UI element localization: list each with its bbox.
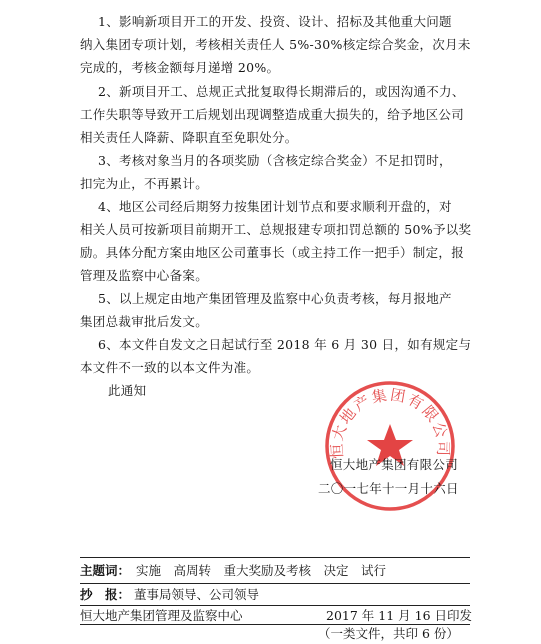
paragraph-1-line-2: 纳入集团专项计划，考核相关责任人 5%-30%核定综合奖金，次月未 — [80, 37, 471, 52]
paragraph-4-line-2: 相关人员可按新项目前期开工、总规报建专项扣罚总额的 50%予以奖 — [80, 222, 472, 237]
paragraph-5-line-2: 集团总裁审批后发文。 — [80, 314, 209, 329]
subject-terms: 实施 高周转 重大奖励及考核 决定 试行 — [136, 563, 387, 578]
subject-label: 主题词： — [80, 563, 131, 578]
footer-rule-2 — [80, 583, 470, 584]
footer-bottom-rule — [80, 624, 470, 625]
signature-date: 二〇一七年十一月十六日 — [318, 481, 459, 496]
paragraph-1-line-1: 1、影响新项目开工的开发、投资、设计、招标及其他重大问题 — [98, 14, 452, 29]
paragraph-6-line-1: 6、本文件自发文之日起试行至 2018 年 6 月 30 日，如有规定与 — [98, 337, 472, 352]
cc-value: 董事局领导、公司领导 — [134, 587, 260, 602]
paragraph-2-line-2: 工作失职等导致开工后规划出现调整造成重大损失的，给予地区公司 — [80, 107, 465, 122]
paragraph-4-line-1: 4、地区公司经后期努力按集团计划节点和要求顺利开盘的，对 — [98, 199, 452, 214]
paragraph-6-line-2: 本文件不一致的以本文件为准。 — [80, 360, 260, 375]
issuer: 恒大地产集团管理及监察中心 — [80, 608, 243, 623]
seal-text: 恒大地产集团有限公司 — [327, 385, 453, 460]
paragraph-1-line-3: 完成的，考核金额每月递增 20%。 — [80, 60, 280, 75]
paragraph-5-line-1: 5、以上规定由地产集团管理及监察中心负责考核，每月报地产 — [98, 291, 452, 306]
paragraph-4-line-3: 励。具体分配方案由地区公司董事长（或主持工作一把手）制定，报 — [80, 245, 465, 260]
cc-label: 抄 报： — [80, 587, 131, 602]
signature-company: 恒大地产集团有限公司 — [330, 457, 459, 472]
paragraph-3-line-1: 3、考核对象当月的各项奖励（含核定综合奖金）不足扣罚时， — [98, 153, 452, 168]
paragraph-4-line-4: 管理及监察中心备案。 — [80, 268, 209, 283]
copies-note: （一类文件，共印 6 份） — [318, 626, 459, 641]
paragraph-3-line-2: 扣完为止，不再累计。 — [80, 176, 209, 191]
paragraph-2-line-1: 2、新项目开工、总规正式批复取得长期滞后的，或因沟通不力、 — [98, 84, 465, 99]
footer-rule-3 — [80, 605, 470, 606]
paragraph-2-line-3: 相关责任人降薪、降职直至免职处分。 — [80, 130, 298, 145]
print-date: 2017 年 11 月 16 日印发 — [326, 608, 472, 623]
footer-top-rule — [80, 557, 470, 558]
notice-closing: 此通知 — [108, 383, 147, 398]
